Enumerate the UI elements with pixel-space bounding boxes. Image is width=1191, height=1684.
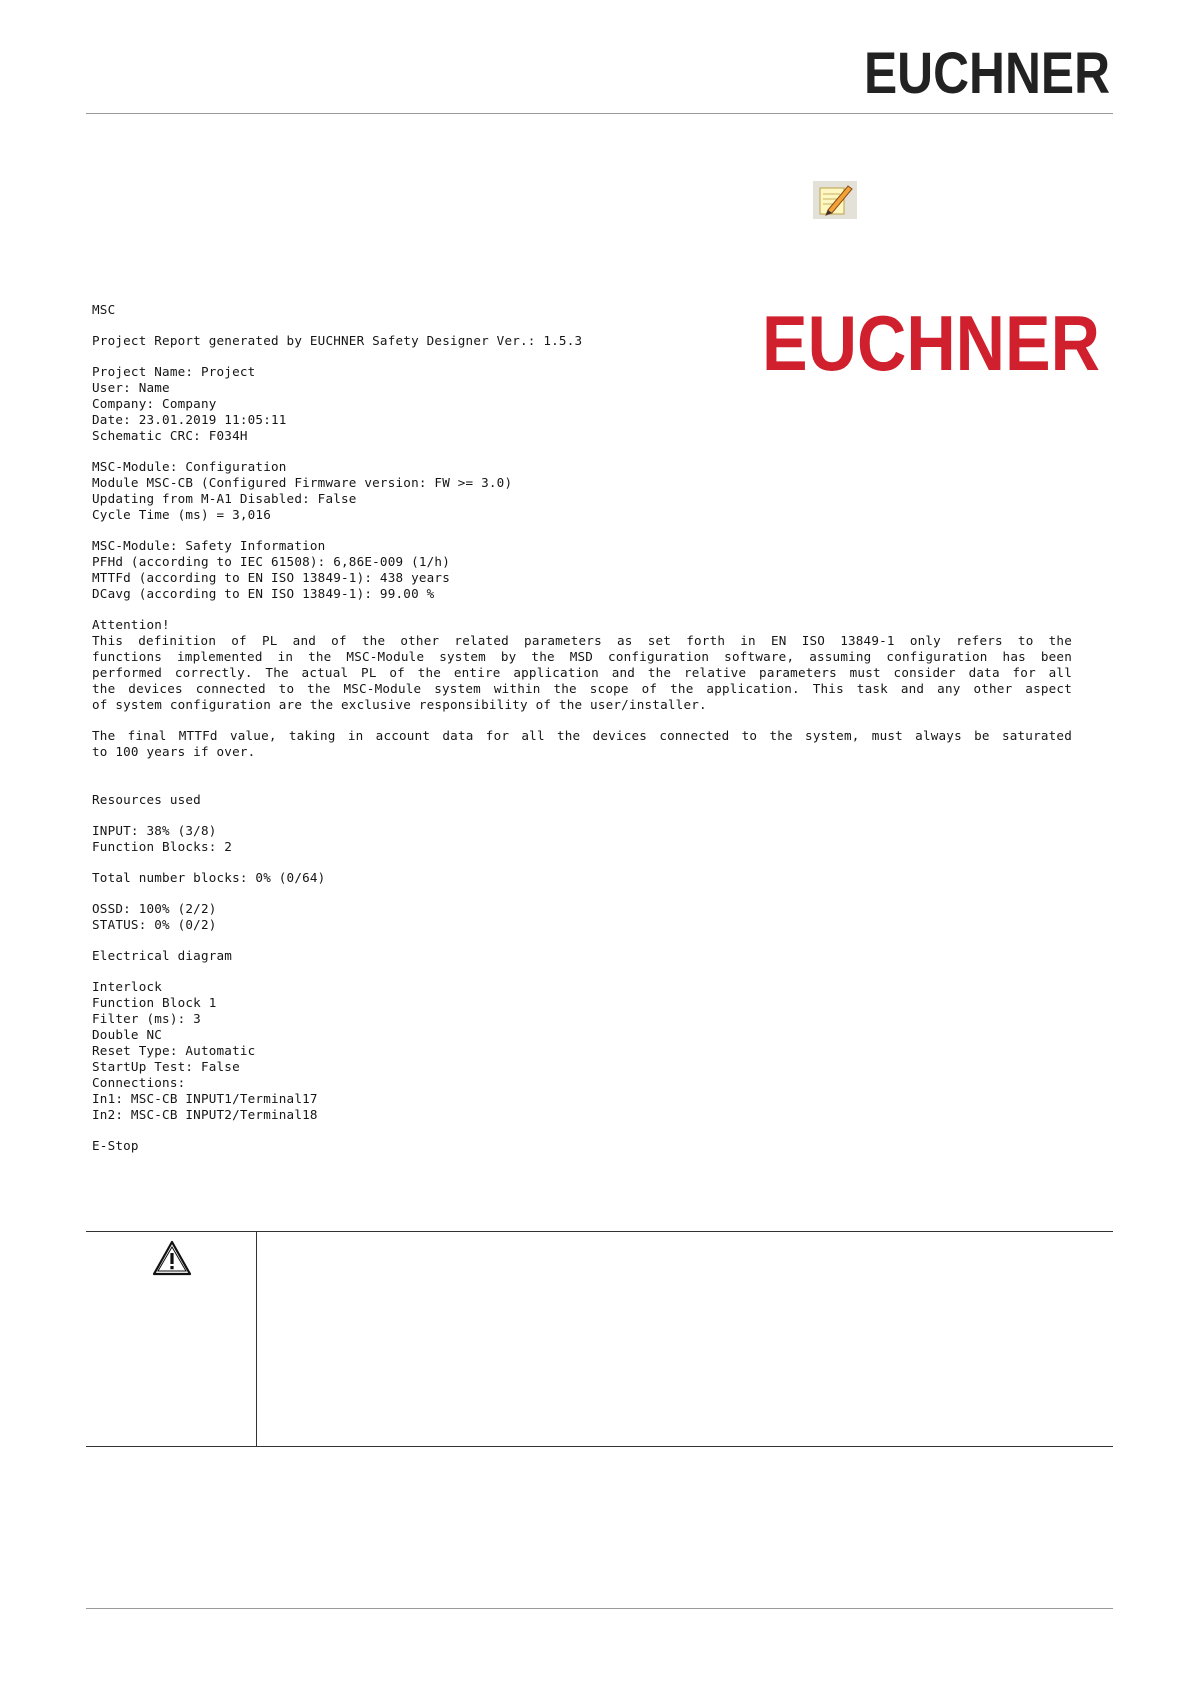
report-line: Function Block 1 xyxy=(92,995,217,1010)
report-line: DCavg (according to EN ISO 13849-1): 99.00 % xyxy=(92,586,435,601)
footer-divider xyxy=(86,1608,1113,1609)
attention-text-line: This definition of PL and of the other related parameters as set forth in EN ISO 13849-1 only refers to the xyxy=(92,633,1072,648)
report-line: MSC-Module: Safety Information xyxy=(92,538,326,553)
report-line: E-Stop xyxy=(92,1138,139,1153)
report-line: MSC-Module: Configuration xyxy=(92,459,287,474)
report-line: Total number blocks: 0% (0/64) xyxy=(92,870,326,885)
warning-divider xyxy=(256,1232,257,1446)
report-line: Project Name: Project xyxy=(92,364,256,379)
report-brand-text: EUCHNER xyxy=(762,299,1100,387)
report-logo xyxy=(760,299,1102,387)
report-line: Schematic CRC: F034H xyxy=(92,428,248,443)
header-brand-text: EUCHNER xyxy=(864,41,1110,106)
mttfd-note-line: to 100 years if over. xyxy=(92,744,256,759)
report-line: Updating from M-A1 Disabled: False xyxy=(92,491,357,506)
report-line: Company: Company xyxy=(92,396,217,411)
report-generated-line: Project Report generated by EUCHNER Safety Designer Ver.: 1.5.3 xyxy=(92,333,583,348)
report-line: Reset Type: Automatic xyxy=(92,1043,256,1058)
report-line: In2: MSC-CB INPUT2/Terminal18 xyxy=(92,1107,318,1122)
mttfd-note-line: The final MTTFd value, taking in account data for all the devices connected to the system, must always be saturated xyxy=(92,728,1072,743)
report-line: User: Name xyxy=(92,380,170,395)
attention-text-line: functions implemented in the MSC-Module system by the MSD configuration software, assuming configuration has been xyxy=(92,649,1072,664)
header-divider xyxy=(86,113,1113,114)
resources-heading: Resources used xyxy=(92,792,201,807)
report-line: OSSD: 100% (2/2) xyxy=(92,901,217,916)
report-line: Double NC xyxy=(92,1027,163,1042)
header-logo xyxy=(864,41,1112,106)
attention-heading: Attention! xyxy=(92,617,170,632)
electrical-diagram-heading: Electrical diagram xyxy=(92,948,233,963)
edit-note-icon xyxy=(812,180,858,220)
report-line: Cycle Time (ms) = 3,016 xyxy=(92,507,271,522)
report-line: In1: MSC-CB INPUT1/Terminal17 xyxy=(92,1091,318,1106)
report-line: INPUT: 38% (3/8) xyxy=(92,823,217,838)
warning-box xyxy=(86,1231,1113,1447)
report-line: MSC xyxy=(92,302,116,317)
report-line: Connections: xyxy=(92,1075,186,1090)
report-line: MTTFd (according to EN ISO 13849-1): 438 years xyxy=(92,570,450,585)
report-line: Date: 23.01.2019 11:05:11 xyxy=(92,412,287,427)
report-line: Module MSC-CB (Configured Firmware version: FW >= 3.0) xyxy=(92,475,513,490)
warning-content xyxy=(270,1242,1103,1436)
report-line: Interlock xyxy=(92,979,163,994)
attention-text-line: performed correctly. The actual PL of the entire application and the relative parameters must consider data for all xyxy=(92,665,1072,680)
report-line: PFHd (according to IEC 61508): 6,86E-009 (1/h) xyxy=(92,554,450,569)
project-report xyxy=(92,302,1072,1154)
warning-triangle-icon xyxy=(152,1240,192,1276)
attention-text-line: of system configuration are the exclusive responsibility of the user/installer. xyxy=(92,697,707,712)
attention-text-line: the devices connected to the MSC-Module system within the scope of the application. This task and any other aspect xyxy=(92,681,1072,696)
report-line: STATUS: 0% (0/2) xyxy=(92,917,217,932)
report-line: Function Blocks: 2 xyxy=(92,839,233,854)
report-line: StartUp Test: False xyxy=(92,1059,240,1074)
report-line: Filter (ms): 3 xyxy=(92,1011,201,1026)
